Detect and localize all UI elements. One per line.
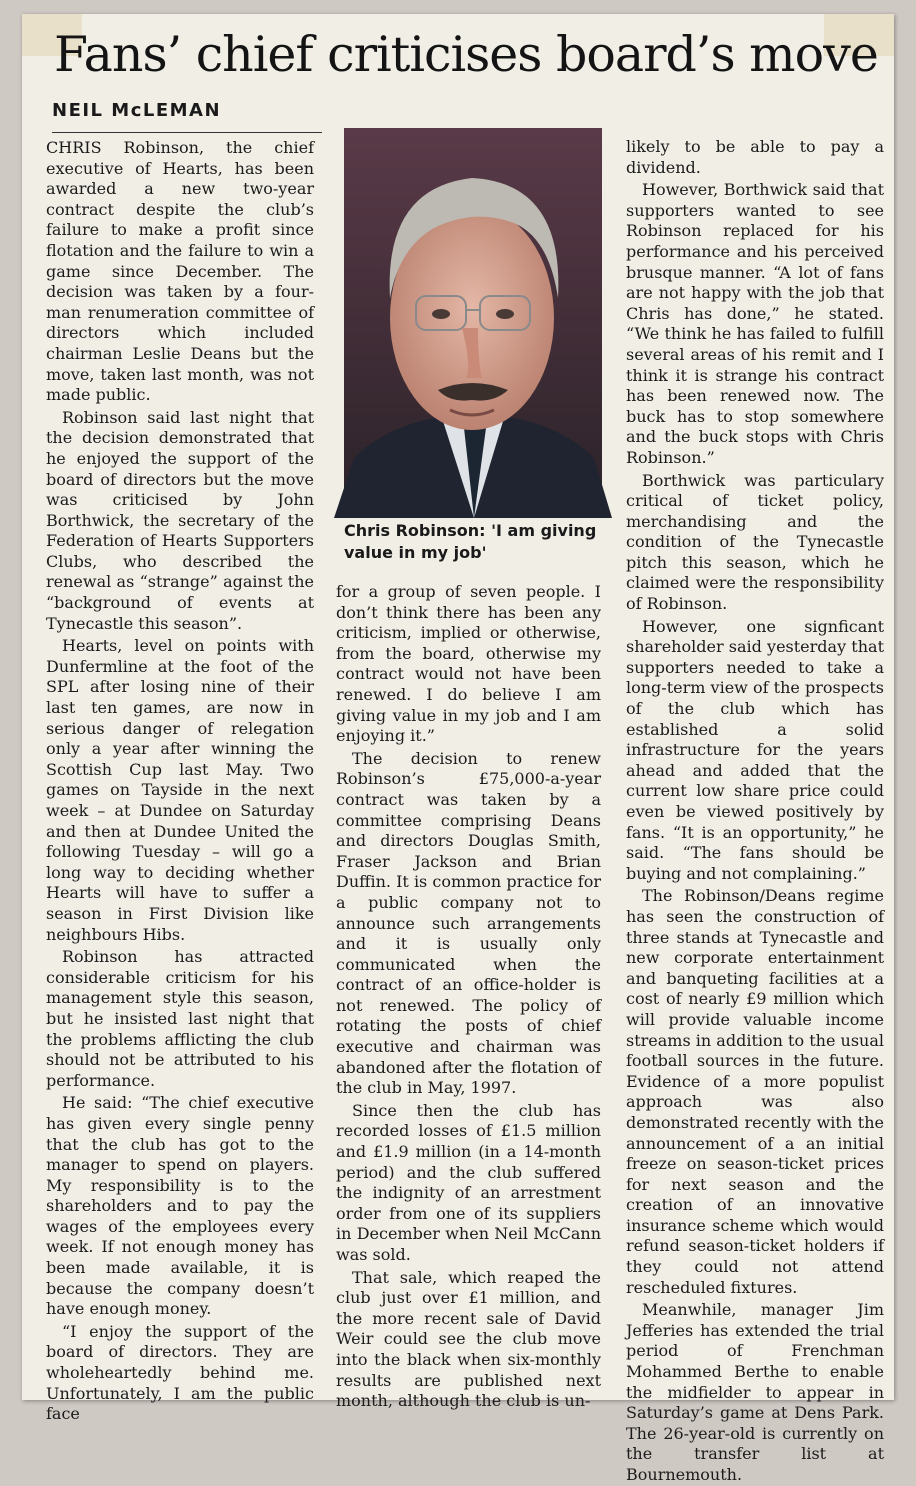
paragraph: for a group of seven people. I don’t think there has been any criticism, implied or otherwise, from the board, otherwise my contract would not have been renewed. I do believe I am giving value in my job and I am enjoying it.” <box>336 582 601 746</box>
paragraph: The decision to renew Robinson’s £75,000-a-year contract was taken by a committee comprising Deans and directors Douglas Smith, Fraser Jackson and Brian Duffin. It is common practice for a public company not to announce such arrangements and it is usually only communicated when the contract of an office-holder is not renewed. The policy of rotating the posts of chief executive and chairman was abandoned after the flotation of the club in May, 1997. <box>336 748 601 1098</box>
paragraph: That sale, which reaped the club just over £1 million, and the more recent sale of David Weir could see the club move into the black when six-monthly results are published next month, although the club is un- <box>336 1267 601 1411</box>
paragraph: “I enjoy the support of the board of directors. They are wholeheartedly behind me. Unfortunately, I am the public face <box>46 1321 314 1424</box>
portrait-photo <box>344 128 602 518</box>
byline-rule <box>52 132 322 133</box>
byline: NEIL McLEMAN <box>52 100 222 121</box>
paragraph: likely to be able to pay a dividend. <box>626 137 884 177</box>
photo-caption: Chris Robinson: 'I am giving value in my job' <box>344 521 597 562</box>
article-column-2 <box>336 582 601 1412</box>
paragraph: Robinson has attracted considerable criticism for his management style this season, but he insisted last night that the problems afflicting the club should not be attributed to his performance. <box>46 947 314 1090</box>
paragraph: Hearts, level on points with Dunfermline at the foot of the SPL after losing nine of their last ten games, are now in serious danger of relegation only a year after winning the Scottish Cup last May. Two games on Tayside in the next week – at Dundee on Saturday and then at Dundee United the following Tuesday – will go a long way to deciding whether Hearts will have to suffer a season in First Division like neighbours Hibs. <box>46 636 314 944</box>
headline: Fans’ chief criticises board’s move <box>54 26 878 83</box>
paragraph: However, one signficant shareholder said yesterday that supporters needed to take a long-term view of the prospects of the club which has established a solid infrastructure for the years ahead and added that the current low share price could even be viewed positively by fans. “It is an opportunity,” he said. “The fans should be buying and not complaining.” <box>626 616 884 883</box>
portrait-image <box>344 128 602 518</box>
paragraph: He said: “The chief executive has given every single penny that the club has got to the manager to spend on players. My responsibility is to the shareholders and to pay the wages of the employees every week. If not enough money has been made available, it is because the company doesn’t have enough money. <box>46 1093 314 1319</box>
newspaper-clipping <box>22 14 894 1484</box>
article-column-3 <box>626 137 884 1486</box>
paragraph: Since then the club has recorded losses of £1.5 million and £1.9 million (in a 14-month period) and the club suffered the indignity of an arrestment order from one of its suppliers in December when Neil McCann was sold. <box>336 1100 601 1264</box>
paragraph: The Robinson/Deans regime has seen the construction of three stands at Tynecastle and new corporate entertainment and banqueting facilities at a cost of nearly £9 million which will provide valuable income streams in addition to the usual football sources in the future. Evidence of a more populist approach was also demonstrated recently with the announcement of a an initial freeze on season-ticket prices for next season and the creation of an innovative insurance scheme which would refund season-ticket holders if they could not attend rescheduled fixtures. <box>626 886 884 1297</box>
paragraph: However, Borthwick said that supporters wanted to see Robinson replaced for his performance and his perceived brusque manner. “A lot of fans are not happy with the job that Chris has done,” he stated. “We think he has failed to fulfill several areas of his remit and I think it is strange his contract has been renewed now. The buck has to stop somewhere and the buck stops with Chris Robinson.” <box>626 180 884 467</box>
paragraph: Meanwhile, manager Jim Jefferies has extended the trial period of Frenchman Mohammed Berthe to enable the midfielder to appear in Saturday’s game at Dens Park. The 26-year-old is currently on the transfer list at Bournemouth. <box>626 1300 884 1484</box>
article-column-1 <box>46 138 314 1425</box>
paragraph: Borthwick was particulary critical of ticket policy, merchandising and the condition of the Tynecastle pitch this season, which he claimed were the responsibility of Robinson. <box>626 470 884 614</box>
paragraph: Robinson said last night that the decision demonstrated that he enjoyed the support of the board of directors but the move was criticised by John Borthwick, the secretary of the Federation of Hearts Supporters Clubs, who described the renewal as “strange” against the “background of events at Tynecastle this season”. <box>46 407 314 633</box>
paragraph: CHRIS Robinson, the chief executive of Hearts, has been awarded a new two-year contract despite the club’s failure to make a profit since flotation and the failure to win a game since December. The decision was taken by a four-man renumeration committee of directors which included chairman Leslie Deans but the move, taken last month, was not made public. <box>46 138 314 405</box>
